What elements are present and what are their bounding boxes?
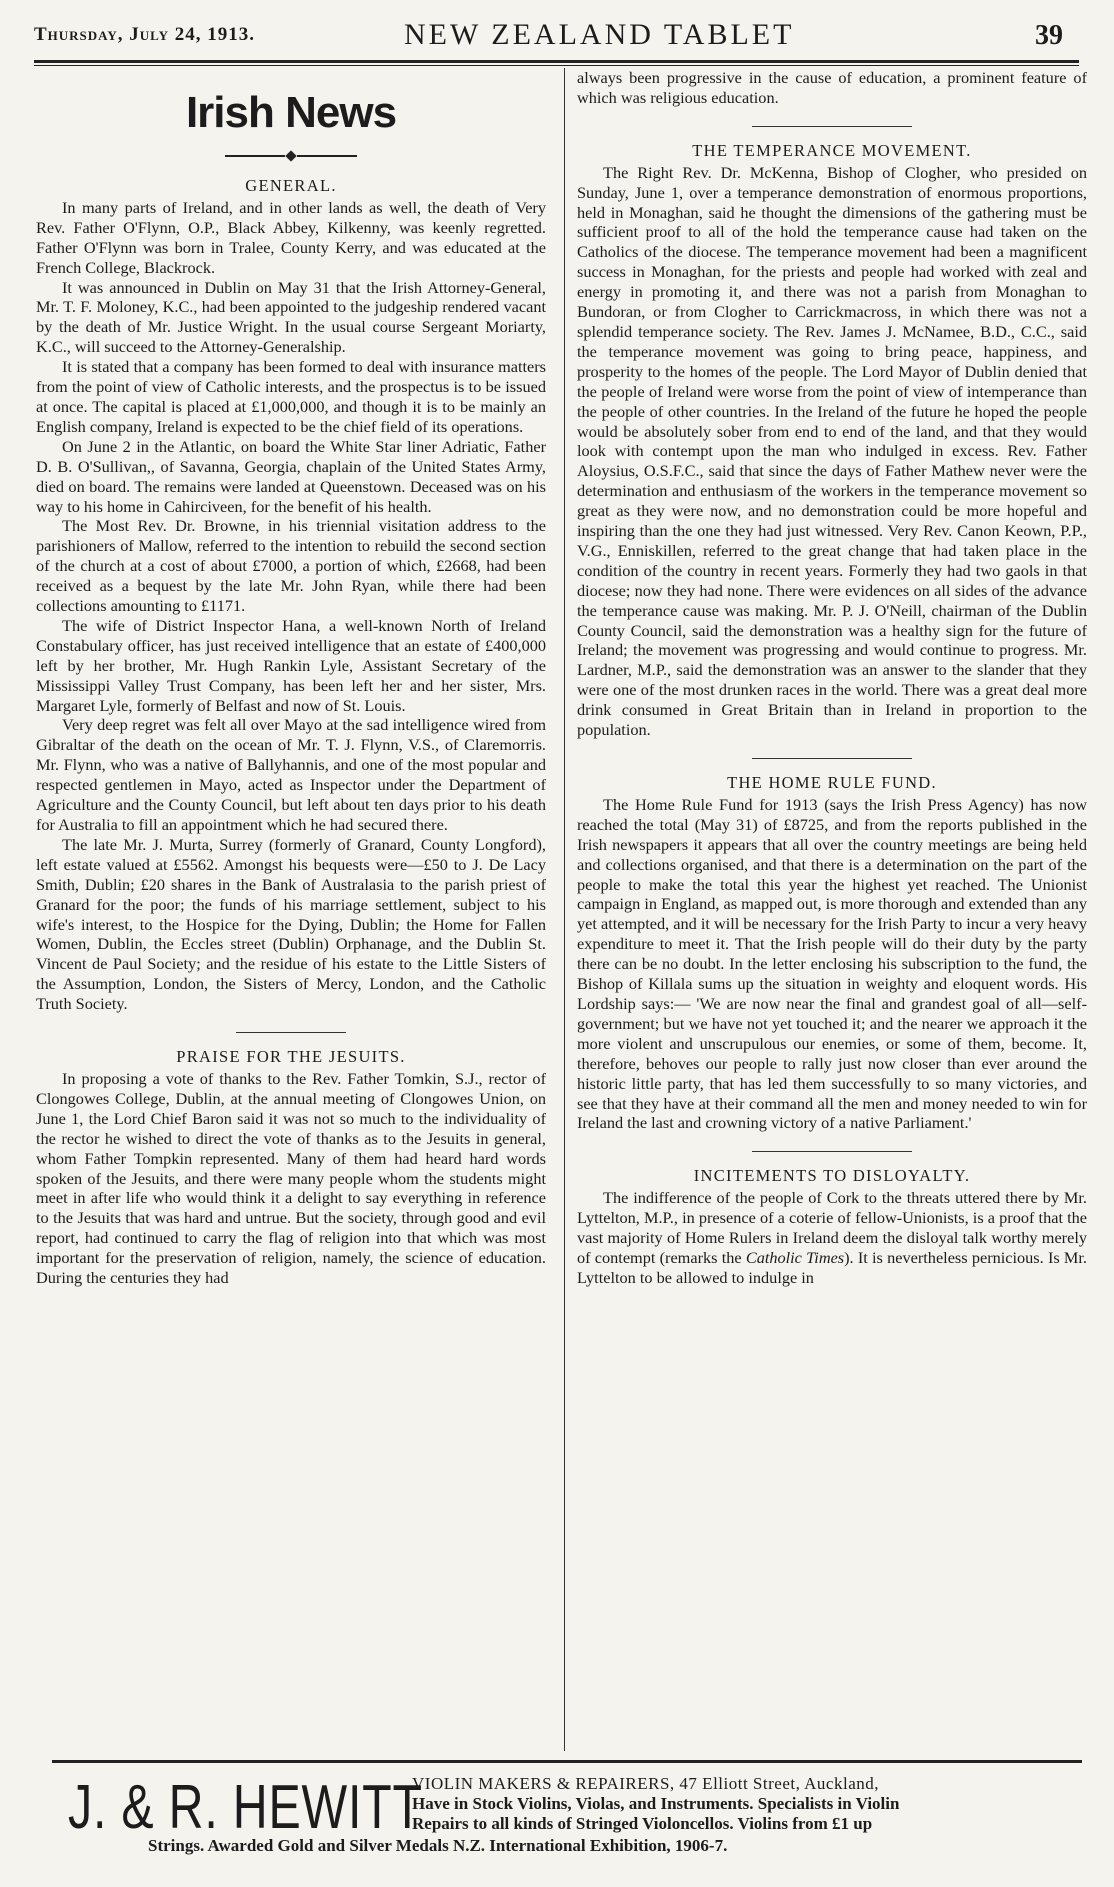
ad-line: Have in Stock Violins, Violas, and Instruments. Specialists in Violin	[412, 1794, 900, 1813]
issue-date: Thursday, July 24, 1913.	[34, 24, 256, 45]
article-text: ). It is nevertheless pernicious. Is Mr. Lyttelton to be allowed to indulge in	[577, 1247, 1087, 1287]
column-divider	[564, 68, 565, 1751]
section-divider	[752, 758, 912, 759]
article-paragraph	[577, 1188, 1087, 1288]
article-paragraph: The Right Rev. Dr. McKenna, Bishop of Clogher, who presided on Sunday, June 1, over a temperance demonstration of enormous proportions, held in Monaghan, said he thought the dimensions of the gathering must be sufficient proof to all of the hold the temperance cause had taken on the Catholics of the diocese. The temperance movement had been a magnificent success in Monaghan, for the priests and people had worked with zeal and energy in promoting it, and there was not a parish from Monaghan to Bundoran, or from Clogher to Carrickmacross, in which there was not a splendid temperance society. The Rev. James J. McNamee, B.D., C.C., said the temperance movement was going to bring peace, happiness, and prosperity to the homes of the people. The Lord Mayor of Dublin denied that the people of Ireland were worse from the point of view of intemperance than the people of other countries. In the Ireland of the future he hoped the people would be absolutely sober from end to end of the land, and that they would look with contempt upon the man who indulged in excess. Rev. Father Aloysius, O.S.F.C., said that since the days of Father Mathew never were the determination and enthusiasm of the workers in the temperance movement so great as they were now, and no demonstration could be more hopeful and inspiring than the one they had just witnessed. Very Rev. Canon Keown, P.P., V.G., Enniskillen, referred to the great change that had taken place in the condition of the country in recent years. Formerly they had two gaols in that diocese; now they had none. There were evidences on all sides of the advance the temperance cause was making. Mr. P. J. O'Neill, chairman of the Dublin County Council, said the demonstration was a healthy sign for the future of Ireland; the movement was progressing and would continue to progress. Mr. Lardner, M.P., said the demonstration was an answer to the slander that they were one of the most drunken races in the world. There was a great deal more drink consumed in Great Britain than in Ireland in proportion to the population.	[577, 162, 1087, 740]
article-paragraph: It was announced in Dublin on May 31 that the Irish Attorney-General, Mr. T. F. Moloney, K.C., had been appointed to the judgeship rendered vacant by the death of Mr. Justice Wright. In the usual course Sergeant Moriarty, K.C., will succeed to the Attorney-Generalship.	[36, 277, 546, 357]
section-divider	[236, 1032, 346, 1033]
publication-title: NEW ZEALAND TABLET	[404, 18, 795, 51]
article-paragraph: Very deep regret was felt all over Mayo at the sad intelligence wired from Gibraltar of the death on the ocean of Mr. T. J. Flynn, V.S., of Claremorris. Mr. Flynn, who was a native of Ballyhannis, and one of the most popular and respected gentlemen in Mayo, acted as Inspector under the Department of Agriculture and the County Council, but left about ten days prior to his death for Australia to fill an appointment which he had secured there.	[36, 715, 546, 834]
page-number: 39	[1035, 20, 1063, 51]
article-paragraph: In many parts of Ireland, and in other lands as well, the death of Very Rev. Father O'Flynn, O.P., Black Abbey, Kilkenny, was keenly regretted. Father O'Flynn was born in Tralee, County Kerry, and was educated at the French College, Blackrock.	[36, 197, 546, 277]
section-heading-disloyalty: INCITEMENTS TO DISLOYALTY.	[693, 1166, 971, 1186]
right-column	[577, 68, 1087, 1749]
continued-paragraph: always been progressive in the cause of education, a prominent feature of which was religious education.	[577, 68, 1087, 107]
advertiser-name: J. & R. HEWITT	[68, 1773, 423, 1842]
page-title: Irish News	[185, 88, 397, 137]
page-header	[34, 18, 1079, 62]
title-ornament	[36, 152, 546, 160]
header-rule	[34, 60, 1079, 66]
ad-line: Strings. Awarded Gold and Silver Medals N.Z. International Exhibition, 1906-7.	[148, 1836, 728, 1855]
section-heading-jesuits: PRAISE FOR THE JESUITS.	[176, 1047, 406, 1067]
advertisement	[52, 1768, 1082, 1878]
section-divider	[752, 126, 912, 127]
section-heading-general: GENERAL.	[245, 176, 337, 195]
article-paragraph: The wife of District Inspector Hana, a well-known North of Ireland Constabulary officer, has just received intelligence that an estate of £400,000 left by her brother, Mr. Hugh Rankin Lyle, Assistant Secretary of the Mississippi Valley Trust Company, has been left her and her sister, Mrs. Margaret Lyle, formerly of Belfast and now of St. Louis.	[36, 615, 546, 715]
advertisement-rule	[52, 1760, 1082, 1763]
article-paragraph: On June 2 in the Atlantic, on board the White Star liner Adriatic, Father D. B. O'Sullivan,, of Savanna, Georgia, chaplain of the United States Army, died on board. The remains were landed at Queenstown. Deceased was on his way to his home in Cahirciveen, for the benefit of his health.	[36, 436, 546, 516]
article-paragraph: The late Mr. J. Murta, Surrey (formerly of Granard, County Longford), left estate valued at £5562. Amongst his bequests were—£50 to J. De Lacy Smith, Dublin; £20 shares in the Bank of Australasia to the parish priest of Granard for the poor; the funds of his marriage settlement, subject to his wife's interest, to the Hospice for the Dying, Dublin; the Home for Fallen Women, Dublin, the Eccles street (Dublin) Orphanage, and the Dublin St. Vincent de Paul Society; and the residue of his estate to the Little Sisters of the Assumption, London, the Sisters of Mercy, London, and the Catholic Truth Society.	[36, 834, 546, 1014]
ad-line: VIOLIN MAKERS & REPAIRERS, 47 Elliott Street, Auckland,	[412, 1774, 879, 1793]
ad-line: Repairs to all kinds of Stringed Violoncellos. Violins from £1 up	[412, 1814, 873, 1833]
left-column	[36, 68, 546, 1749]
article-paragraph: In proposing a vote of thanks to the Rev. Father Tomkin, S.J., rector of Clongowes College, Dublin, at the annual meeting of Clongowes Union, on June 1, the Lord Chief Baron said it was not so much to the individuality of the rector he wished to direct the vote of thanks as to the Jesuits in general, whom Father Tompkin represented. Many of them had heard hard words spoken of the Jesuits, and there were many people whom the students might meet in after life who would think it a delight to say everything in reference to the Jesuits that was hard and untrue. But the society, through good and evil report, had continued to carry the flag of religion into that which was most important for the preservation of religion, namely, the science of education. During the centuries they had	[36, 1068, 546, 1288]
publication-reference: Catholic Times	[745, 1247, 845, 1267]
article-paragraph: The Most Rev. Dr. Browne, in his triennial visitation address to the parishioners of Mallow, referred to the intention to rebuild the second section of the church at a cost of about £7000, a portion of which, £2668, had been received as a bequest by the late Mr. John Ryan, while there had been collections amounting to £1171.	[36, 516, 546, 616]
section-heading-temperance: THE TEMPERANCE MOVEMENT.	[692, 140, 972, 160]
section-heading-home-rule: THE HOME RULE FUND.	[727, 773, 937, 792]
article-paragraph: The Home Rule Fund for 1913 (says the Irish Press Agency) has now reached the total (May 31) of £8725, and from the reports published in the Irish newspapers it appears that all over the country meetings are being held and collections organised, and that there is a determination on the part of the people to make the total this year the highest yet reached. The Unionist campaign in England, as mapped out, is more thorough and extended than any yet attempted, and it will be necessary for the Irish Party to incur a very heavy expenditure to meet it. That the Irish people will do their duty by the party there can be no doubt. In the letter enclosing his subscription to the fund, the Bishop of Killala sums up the situation in weighty and eloquent words. His Lordship says:— 'We are now near the final and grandest goal of all—self-government; but we have not yet touched it; and the nearer we approach it the more violent and unscrupulous our enemies, or some of them, become. It, therefore, behoves our people to rally just now closer than ever around the historic little party, that has led them successfully to so many victories, and see that they have at their command all the men and money needed to win for Ireland the last and crowning victory of a native Parliament.'	[577, 794, 1087, 1133]
article-paragraph: It is stated that a company has been formed to deal with insurance matters from the point of view of Catholic interests, and the prospectus is to be issued at once. The capital is placed at £1,000,000, and though it is to be mainly an English company, Ireland is expected to be the chief field of its operations.	[36, 357, 546, 436]
article-text: The indifference of the people of Cork to the threats uttered there by Mr. Lyttelton, M.P., in presence of a coterie of fellow-Unionists, is a proof that the vast majority of Home Rulers in Ireland deem the disloyal talk worthy merely of contempt (remarks the	[577, 1188, 1087, 1267]
section-divider	[752, 1151, 912, 1152]
